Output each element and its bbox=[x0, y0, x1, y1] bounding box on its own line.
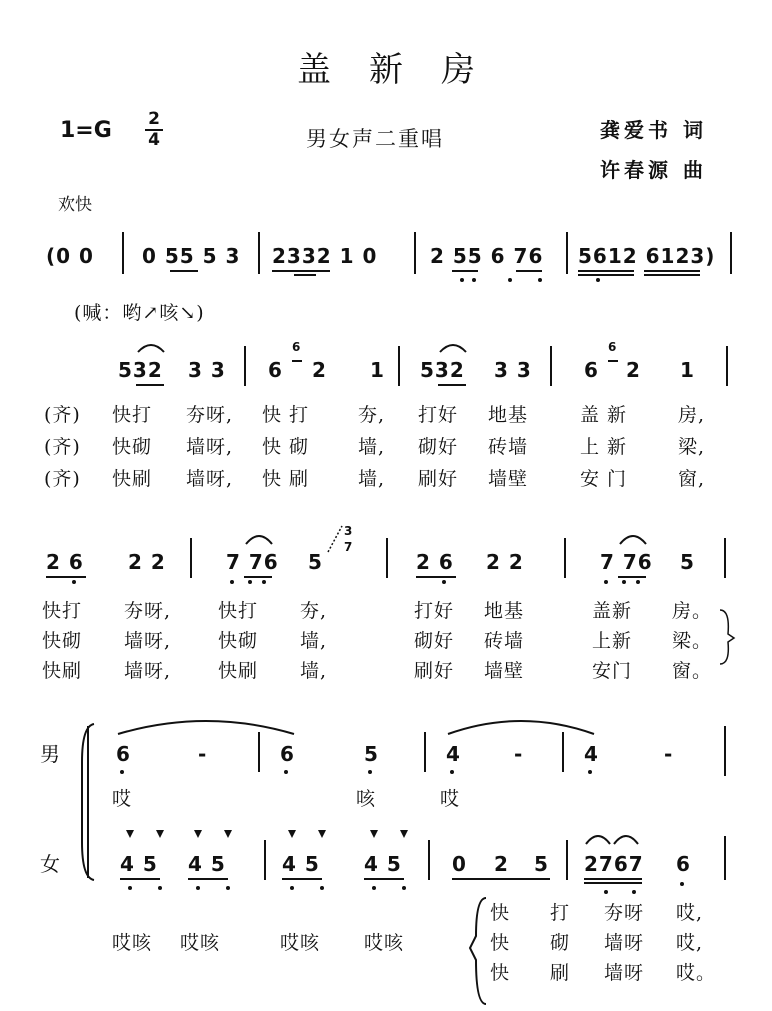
female-v3-w4: 哎。 bbox=[676, 962, 717, 984]
s3-v2-w3: 快砌 bbox=[218, 630, 259, 652]
s3-v1-w1: 快打 bbox=[42, 600, 83, 622]
s3-note-776b: 7 76 bbox=[600, 550, 653, 574]
female-lyric-4: 哎咳 bbox=[364, 932, 405, 954]
s2-note-532b: 532 bbox=[420, 358, 465, 382]
s2-v1-w8: 房, bbox=[678, 404, 706, 426]
s3-note-26a: 2 6 bbox=[46, 550, 84, 574]
female-note-6: 6 bbox=[676, 852, 691, 876]
s2-v2-w6: 砖墙 bbox=[488, 436, 529, 458]
female-v1-w3: 夯呀 bbox=[604, 902, 645, 924]
s2-v3-w3: 快 刷 bbox=[262, 468, 310, 490]
male-note-5: 5 bbox=[364, 742, 379, 766]
male-note-6b: 6 bbox=[280, 742, 295, 766]
s2-v1-w3: 快 打 bbox=[262, 404, 310, 426]
s3-v1-w5: 打好 bbox=[414, 600, 455, 622]
s3-v1-w4: 夯, bbox=[300, 600, 328, 622]
meter-bottom: 4 bbox=[148, 130, 160, 150]
s2-v1-w5: 打好 bbox=[418, 404, 459, 426]
female-v2-w1: 快 bbox=[490, 932, 511, 954]
s2-v2-part: (齐) bbox=[44, 436, 81, 458]
intro-bar-4: 2 55 6 76 bbox=[430, 244, 544, 268]
s3-v1-w8: 房。 bbox=[672, 600, 713, 622]
s2-v2-w8: 梁, bbox=[678, 436, 706, 458]
s3-v2-w7: 上新 bbox=[592, 630, 633, 652]
meter-top: 2 bbox=[148, 109, 160, 129]
s3-grace-bottom: 7 bbox=[344, 540, 353, 554]
male-lyric-3: 哎 bbox=[440, 788, 461, 810]
intro-bar-2: 0 55 5 3 bbox=[142, 244, 241, 268]
female-note-45c: 4 5 bbox=[282, 852, 320, 876]
s2-v3-w7: 安 门 bbox=[580, 468, 628, 490]
intro-bar-5: 5612 6123) bbox=[578, 244, 716, 268]
s2-v1-w4: 夯, bbox=[358, 404, 386, 426]
s2-v1-w1: 快打 bbox=[112, 404, 153, 426]
s3-v3-w8: 窗。 bbox=[672, 660, 713, 682]
female-v2-w3: 墙呀 bbox=[604, 932, 645, 954]
s3-v3-w1: 快刷 bbox=[42, 660, 83, 682]
s2-v3-w1: 快刷 bbox=[112, 468, 153, 490]
s2-v1-w6: 地基 bbox=[488, 404, 529, 426]
s3-note-5a: 5 bbox=[308, 550, 323, 574]
s3-v1-w6: 地基 bbox=[484, 600, 525, 622]
female-v3-w2: 刷 bbox=[550, 962, 571, 984]
s3-v2-w6: 砖墙 bbox=[484, 630, 525, 652]
song-title: 盖新房 bbox=[297, 50, 513, 90]
intro-bar-3: 2332 1 0 bbox=[272, 244, 378, 268]
s2-v2-w4: 墙, bbox=[358, 436, 386, 458]
s3-note-776a: 7 76 bbox=[226, 550, 279, 574]
s2-v1-part: (齐) bbox=[44, 404, 81, 426]
s3-v2-w8: 梁。 bbox=[672, 630, 713, 652]
female-rest: 0 bbox=[452, 852, 467, 876]
s2-note-1b: 1 bbox=[680, 358, 695, 382]
s3-v3-w4: 墙, bbox=[300, 660, 328, 682]
s3-note-5b: 5 bbox=[680, 550, 695, 574]
composer-credit: 许春源 曲 bbox=[600, 158, 707, 182]
shout-cue: (喊：哟↗咳↘) bbox=[74, 302, 205, 324]
female-lyric-3: 哎咳 bbox=[280, 932, 321, 954]
s2-v2-w3: 快 砌 bbox=[262, 436, 310, 458]
s3-v2-w2: 墙呀, bbox=[124, 630, 172, 652]
tempo-marking: 欢快 bbox=[58, 195, 92, 215]
s2-grace-a: 6 bbox=[292, 340, 301, 354]
s2-v3-w8: 窗, bbox=[678, 468, 706, 490]
key-signature: 1=G bbox=[60, 118, 112, 143]
male-dash-a: - bbox=[198, 742, 208, 766]
lyricist-credit: 龚爱书 词 bbox=[600, 118, 707, 142]
s2-note-6b: 6 bbox=[584, 358, 599, 382]
s3-v3-w6: 墙壁 bbox=[484, 660, 525, 682]
female-v2-w4: 哎, bbox=[676, 932, 704, 954]
female-part-label: 女 bbox=[40, 852, 61, 876]
s3-v3-w5: 刷好 bbox=[414, 660, 455, 682]
female-v3-w3: 墙呀 bbox=[604, 962, 645, 984]
female-note-45b: 4 5 bbox=[188, 852, 226, 876]
male-dash-b: - bbox=[514, 742, 524, 766]
male-lyric-1: 哎 bbox=[112, 788, 133, 810]
female-note-5: 5 bbox=[534, 852, 549, 876]
s2-v3-w6: 墙壁 bbox=[488, 468, 529, 490]
s2-note-6a: 6 bbox=[268, 358, 283, 382]
s2-v2-w2: 墙呀, bbox=[186, 436, 234, 458]
s3-v1-w3: 快打 bbox=[218, 600, 259, 622]
s2-v1-w2: 夯呀, bbox=[186, 404, 234, 426]
male-part-label: 男 bbox=[40, 742, 61, 766]
s2-note-2a: 2 bbox=[312, 358, 327, 382]
male-lyric-2: 咳 bbox=[356, 788, 377, 810]
intro-bar-1: (0 0 bbox=[46, 244, 94, 268]
s3-v2-w1: 快砌 bbox=[42, 630, 83, 652]
male-note-6a: 6 bbox=[116, 742, 131, 766]
male-note-4a: 4 bbox=[446, 742, 461, 766]
female-v1-w4: 哎, bbox=[676, 902, 704, 924]
s2-v2-w1: 快砌 bbox=[112, 436, 153, 458]
performance-form: 男女声二重唱 bbox=[306, 127, 444, 151]
s2-grace-b: 6 bbox=[608, 340, 617, 354]
female-v3-w1: 快 bbox=[490, 962, 511, 984]
s2-v3-part: (齐) bbox=[44, 468, 81, 490]
s2-note-33a: 3 3 bbox=[188, 358, 226, 382]
s2-note-2b: 2 bbox=[626, 358, 641, 382]
s2-v3-w4: 墙, bbox=[358, 468, 386, 490]
s3-v3-w7: 安门 bbox=[592, 660, 633, 682]
female-v1-w2: 打 bbox=[550, 902, 571, 924]
female-v2-w2: 砌 bbox=[550, 932, 571, 954]
s3-note-22a: 2 2 bbox=[128, 550, 166, 574]
female-note-2: 2 bbox=[494, 852, 509, 876]
s2-note-532a: 532 bbox=[118, 358, 163, 382]
s2-v2-w5: 砌好 bbox=[418, 436, 459, 458]
female-note-45a: 4 5 bbox=[120, 852, 158, 876]
female-lyric-1: 哎咳 bbox=[112, 932, 153, 954]
time-signature bbox=[144, 110, 164, 150]
s2-note-1a: 1 bbox=[370, 358, 385, 382]
female-lyric-2: 哎咳 bbox=[180, 932, 221, 954]
s3-v2-w5: 砌好 bbox=[414, 630, 455, 652]
s3-note-22b: 2 2 bbox=[486, 550, 524, 574]
s3-v1-w7: 盖新 bbox=[592, 600, 633, 622]
female-v1-w1: 快 bbox=[490, 902, 511, 924]
s3-grace-top: 3 bbox=[344, 524, 353, 538]
male-dash-c: - bbox=[664, 742, 674, 766]
s2-v3-w2: 墙呀, bbox=[186, 468, 234, 490]
s3-v2-w4: 墙, bbox=[300, 630, 328, 652]
s3-note-26b: 2 6 bbox=[416, 550, 454, 574]
female-note-2767: 2767 bbox=[584, 852, 644, 876]
male-note-4b: 4 bbox=[584, 742, 599, 766]
s2-note-33b: 3 3 bbox=[494, 358, 532, 382]
s2-v3-w5: 刷好 bbox=[418, 468, 459, 490]
s3-v1-w2: 夯呀, bbox=[124, 600, 172, 622]
female-note-45d: 4 5 bbox=[364, 852, 402, 876]
s2-v1-w7: 盖 新 bbox=[580, 404, 628, 426]
s2-v2-w7: 上 新 bbox=[580, 436, 628, 458]
s3-v3-w2: 墙呀, bbox=[124, 660, 172, 682]
s3-v3-w3: 快刷 bbox=[218, 660, 259, 682]
